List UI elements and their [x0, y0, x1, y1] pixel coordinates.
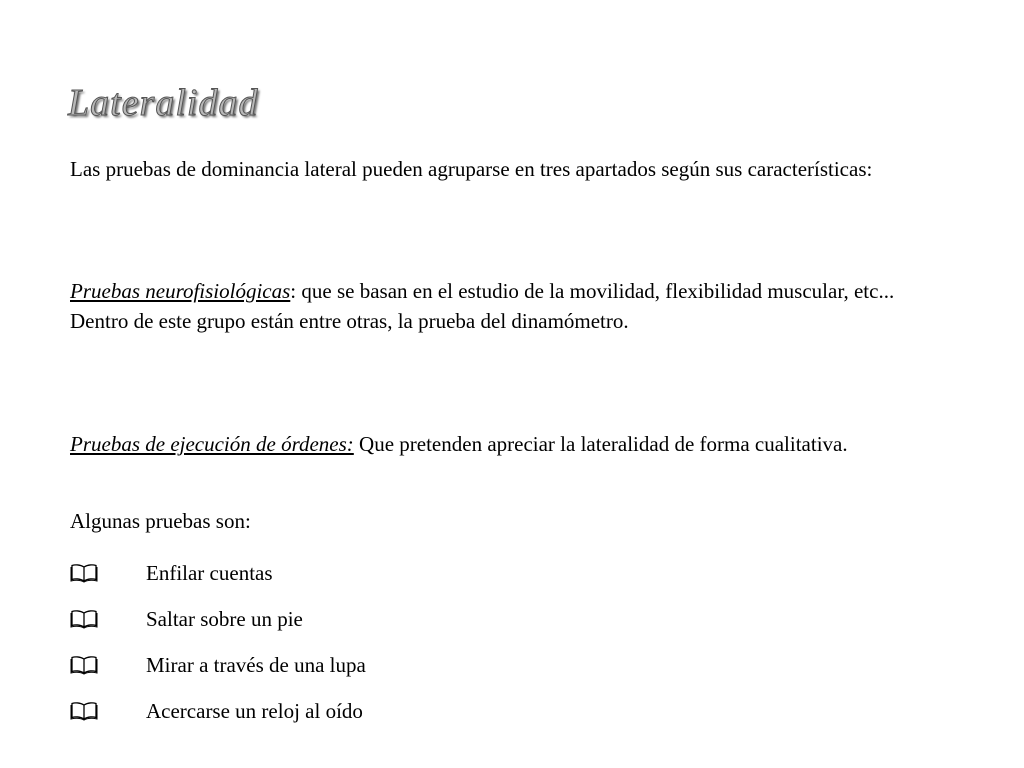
open-book-icon	[70, 609, 98, 629]
list-item-label: Mirar a través de una lupa	[146, 652, 366, 677]
list-item-label: Acercarse un reloj al oído	[146, 698, 363, 723]
order-execution-heading: Pruebas de ejecución de órdenes:	[70, 432, 354, 456]
neurophysiological-text: : que se basan en el estudio de la movilidad, flexibilidad muscular, etc... Dentro de este grupo están entre otras, la prueba del dinamómetro.	[70, 279, 895, 333]
open-book-icon	[70, 563, 98, 583]
intro-paragraph: Las pruebas de dominancia lateral pueden agruparse en tres apartados según sus características:	[70, 157, 873, 181]
some-tests-label: Algunas pruebas son:	[70, 509, 251, 533]
order-execution-text: Que pretenden apreciar la lateralidad de forma cualitativa.	[353, 432, 848, 456]
list-item-label: Enfilar cuentas	[146, 560, 273, 585]
list-item	[70, 550, 366, 596]
slide-title: Lateralidad	[68, 82, 259, 124]
tests-list	[70, 550, 366, 734]
list-item	[70, 688, 366, 734]
list-item	[70, 596, 366, 642]
open-book-icon	[70, 701, 98, 721]
list-item	[70, 642, 366, 688]
neurophysiological-heading: Pruebas neurofisiológicas	[70, 279, 291, 303]
open-book-icon	[70, 655, 98, 675]
neurophysiological-paragraph	[70, 276, 920, 336]
list-item-label: Saltar sobre un pie	[146, 606, 303, 631]
order-execution-paragraph	[70, 429, 920, 459]
